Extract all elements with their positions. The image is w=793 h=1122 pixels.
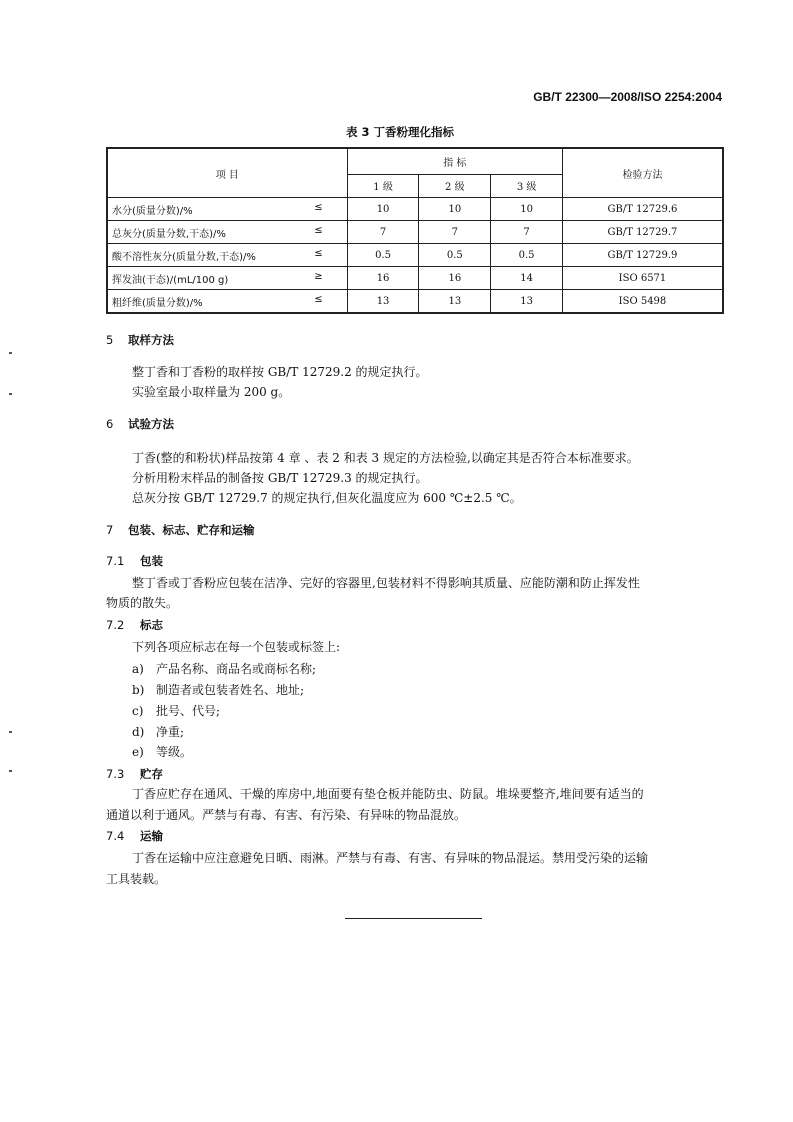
scan-mark — [9, 731, 12, 733]
section-title: 标志 — [140, 618, 163, 632]
row-grade-1: 10 — [347, 198, 419, 221]
section-title: 取样方法 — [128, 333, 174, 347]
paragraph-text: 工具装载。 — [106, 872, 167, 886]
col-index-header: 指 标 — [347, 148, 562, 174]
end-rule — [345, 918, 482, 919]
paragraph — [106, 869, 724, 889]
row-item: 酸不溶性灰分(质量分数,干态)/% — [112, 251, 256, 263]
scan-mark — [9, 770, 12, 772]
row-grade-1: 13 — [347, 290, 419, 314]
paragraph — [106, 805, 724, 825]
row-grade-3: 7 — [491, 221, 563, 244]
row-grade-3: 0.5 — [491, 244, 563, 267]
paragraph-text: 丁香在运输中应注意避免日晒、雨淋。严禁与有毒、有害、有异味的物品混运。禁用受污染的运输 — [132, 851, 649, 865]
section-number: 7 — [106, 523, 114, 537]
list-text: 产品名称、商品名或商标名称; — [156, 662, 317, 676]
section-title: 包装 — [140, 554, 163, 568]
list-item — [132, 660, 316, 677]
row-item: 水分(质量分数)/% — [112, 205, 193, 217]
scan-mark — [9, 393, 12, 395]
list-label: b) — [132, 683, 145, 697]
section-number: 7.2 — [106, 618, 125, 632]
list-text: 批号、代号; — [156, 704, 221, 718]
row-grade-3: 10 — [491, 198, 563, 221]
row-grade-1: 0.5 — [347, 244, 419, 267]
row-method: ISO 5498 — [562, 290, 723, 314]
table-header-row — [107, 148, 723, 174]
row-grade-2: 13 — [419, 290, 491, 314]
paragraph — [106, 382, 724, 402]
row-operator: ≤ — [314, 247, 323, 259]
section-number: 7.1 — [106, 554, 125, 568]
paragraph-text: 物质的散失。 — [106, 596, 179, 610]
row-operator: ≥ — [314, 270, 323, 282]
row-item: 总灰分(质量分数,干态)/% — [112, 228, 226, 240]
paragraph — [106, 488, 724, 508]
section-number: 7.4 — [106, 829, 125, 843]
paragraph — [106, 448, 724, 468]
row-method: GB/T 12729.7 — [562, 221, 723, 244]
spec-table — [106, 147, 724, 314]
paragraph-text: 下列各项应标志在每一个包装或标签上: — [132, 640, 341, 654]
row-item: 挥发油(干态)/(mL/100 g) — [112, 274, 229, 286]
section-title: 包装、标志、贮存和运输 — [128, 523, 255, 537]
list-item — [132, 681, 304, 698]
list-item — [132, 743, 192, 760]
grade-3-header: 3 级 — [491, 174, 563, 197]
paragraph — [106, 468, 724, 488]
section-title: 运输 — [140, 829, 163, 843]
table-row — [107, 244, 723, 267]
row-method: GB/T 12729.9 — [562, 244, 723, 267]
paragraph — [106, 637, 724, 657]
paragraph-text: 整丁香和丁香粉的取样按 GB/T 12729.2 的规定执行。 — [132, 365, 428, 379]
paragraph-text: 通道以利于通风。严禁与有毒、有害、有污染、有异味的物品混放。 — [106, 808, 467, 822]
subsection-7-1-heading — [106, 553, 163, 569]
col-method-header: 检验方法 — [562, 148, 723, 198]
row-grade-1: 7 — [347, 221, 419, 244]
paragraph-text: 实验室最小取样量为 200 g。 — [132, 385, 291, 399]
grade-1-header: 1 级 — [347, 174, 419, 197]
list-item — [132, 723, 184, 740]
row-grade-3: 13 — [491, 290, 563, 314]
list-label: c) — [132, 704, 144, 718]
paragraph — [106, 784, 724, 804]
list-text: 制造者或包装者姓名、地址; — [156, 683, 305, 697]
list-text: 净重; — [156, 725, 185, 739]
scan-mark — [9, 352, 12, 354]
paragraph — [106, 573, 724, 593]
table-row — [107, 221, 723, 244]
row-grade-2: 10 — [419, 198, 491, 221]
table-row — [107, 290, 723, 314]
standard-code: GB/T 22300—2008/ISO 2254:2004 — [533, 90, 722, 104]
section-number: 6 — [106, 417, 114, 431]
row-method: ISO 6571 — [562, 267, 723, 290]
paragraph-text: 总灰分按 GB/T 12729.7 的规定执行,但灰化温度应为 600 ℃±2.5 ℃。 — [132, 491, 522, 505]
subsection-7-4-heading — [106, 828, 163, 844]
list-text: 等级。 — [156, 745, 193, 759]
paragraph — [106, 593, 724, 613]
paragraph-text: 分析用粉末样品的制备按 GB/T 12729.3 的规定执行。 — [132, 471, 428, 485]
table-row — [107, 198, 723, 221]
paragraph — [106, 848, 724, 868]
paragraph — [106, 362, 724, 382]
row-grade-2: 0.5 — [419, 244, 491, 267]
row-grade-1: 16 — [347, 267, 419, 290]
table-title: 表 3 丁香粉理化指标 — [345, 125, 454, 139]
grade-2-header: 2 级 — [419, 174, 491, 197]
row-grade-2: 16 — [419, 267, 491, 290]
subsection-7-3-heading — [106, 766, 163, 782]
section-5-heading — [106, 332, 174, 348]
section-title: 试验方法 — [128, 417, 174, 431]
row-operator: ≤ — [314, 224, 323, 236]
row-method: GB/T 12729.6 — [562, 198, 723, 221]
row-operator: ≤ — [314, 293, 323, 305]
subsection-7-2-heading — [106, 617, 163, 633]
section-title: 贮存 — [140, 767, 163, 781]
row-operator: ≤ — [314, 201, 323, 213]
paragraph-text: 丁香应贮存在通风、干燥的库房中,地面要有垫仓板并能防虫、防鼠。堆垛要整齐,堆间要有适当的 — [132, 787, 644, 801]
col-item-header: 项 目 — [107, 148, 347, 198]
list-label: a) — [132, 662, 144, 676]
row-grade-3: 14 — [491, 267, 563, 290]
list-item — [132, 702, 220, 719]
table-row — [107, 267, 723, 290]
list-label: e) — [132, 745, 144, 759]
row-item: 粗纤维(质量分数)/% — [112, 297, 203, 309]
section-number: 7.3 — [106, 767, 125, 781]
paragraph-text: 整丁香或丁香粉应包装在洁净、完好的容器里,包装材料不得影响其质量、应能防潮和防止挥发性 — [132, 576, 640, 590]
section-6-heading — [106, 416, 174, 432]
row-grade-2: 7 — [419, 221, 491, 244]
list-label: d) — [132, 725, 145, 739]
section-number: 5 — [106, 333, 114, 347]
paragraph-text: 丁香(整的和粉状)样品按第 4 章 、表 2 和表 3 规定的方法检验,以确定其是否符合本标准要求。 — [132, 451, 639, 465]
section-7-heading — [106, 522, 255, 538]
